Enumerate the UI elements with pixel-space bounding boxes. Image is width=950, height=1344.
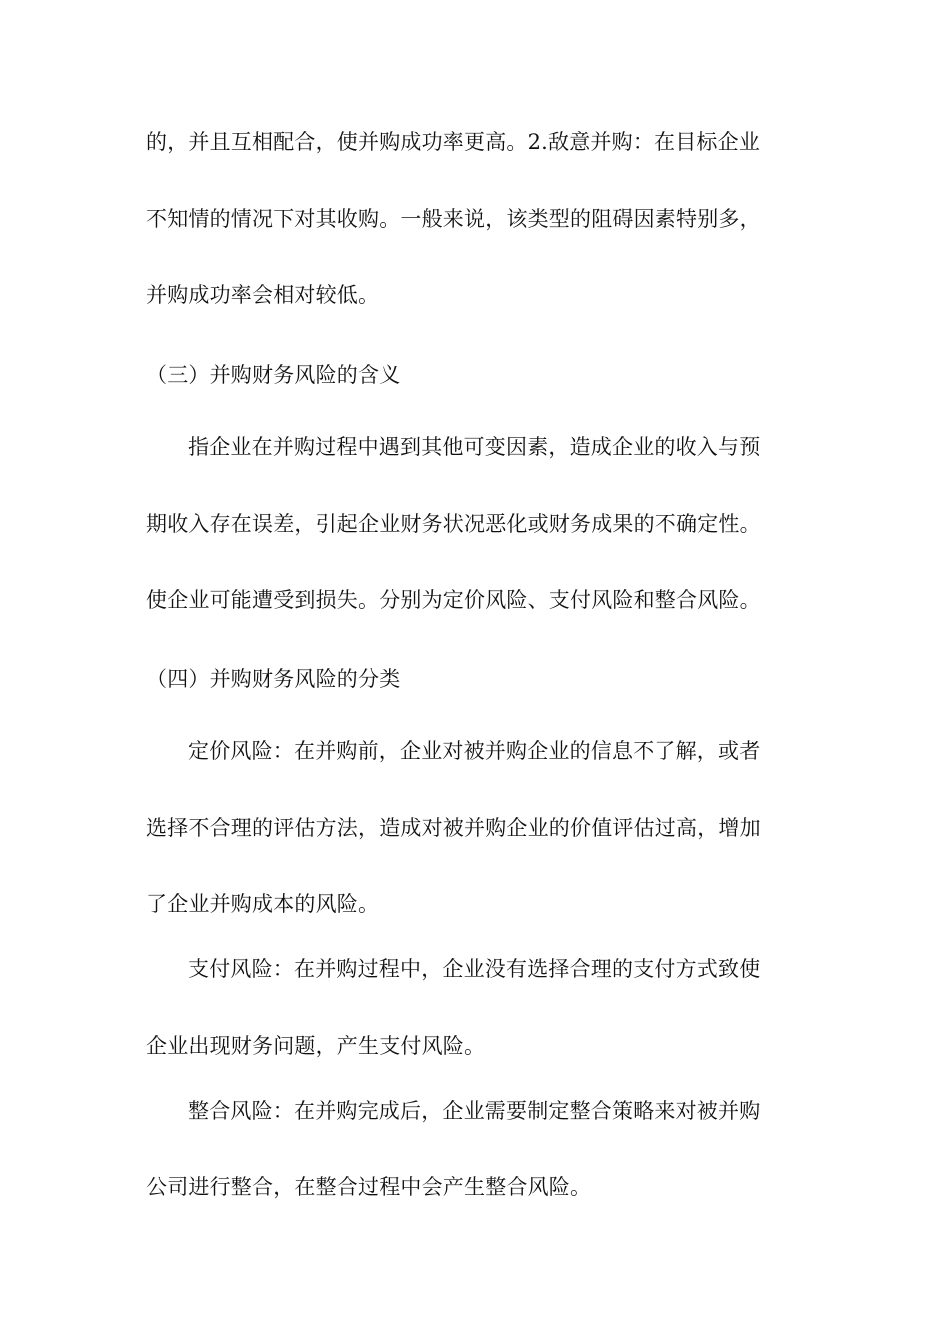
paragraph-line: 定价风险：在并购前，企业对被并购企业的信息不了解，或者 [188,739,761,763]
paragraph-line: 选择不合理的评估方法，造成对被并购企业的价值评估过高，增加 [146,816,761,840]
paragraph-line: 企业出现财务问题，产生支付风险。 [146,1034,486,1058]
paragraph-line: 不知情的情况下对其收购。一般来说，该类型的阻碍因素特别多， [146,207,761,231]
paragraph-line: 公司进行整合，在整合过程中会产生整合风险。 [146,1175,592,1199]
paragraph-line: 整合风险：在并购完成后，企业需要制定整合策略来对被并购 [188,1099,761,1123]
paragraph-line: 支付风险：在并购过程中，企业没有选择合理的支付方式致使 [188,957,761,981]
paragraph-line: 了企业并购成本的风险。 [146,892,380,916]
paragraph-line: 并购成功率会相对较低。 [146,283,380,307]
paragraph-line: 使企业可能遭受到损失。分别为定价风险、支付风险和整合风险。 [146,588,761,612]
section-heading: （三）并购财务风险的含义 [146,363,401,387]
paragraph-line: 指企业在并购过程中遇到其他可变因素，造成企业的收入与预 [188,435,761,459]
paragraph-line: 的，并且互相配合，使并购成功率更高。2.敌意并购：在目标企业 [146,130,761,154]
paragraph-line: 期收入存在误差，引起企业财务状况恶化或财务成果的不确定性。 [146,512,761,536]
section-heading: （四）并购财务风险的分类 [146,667,401,691]
